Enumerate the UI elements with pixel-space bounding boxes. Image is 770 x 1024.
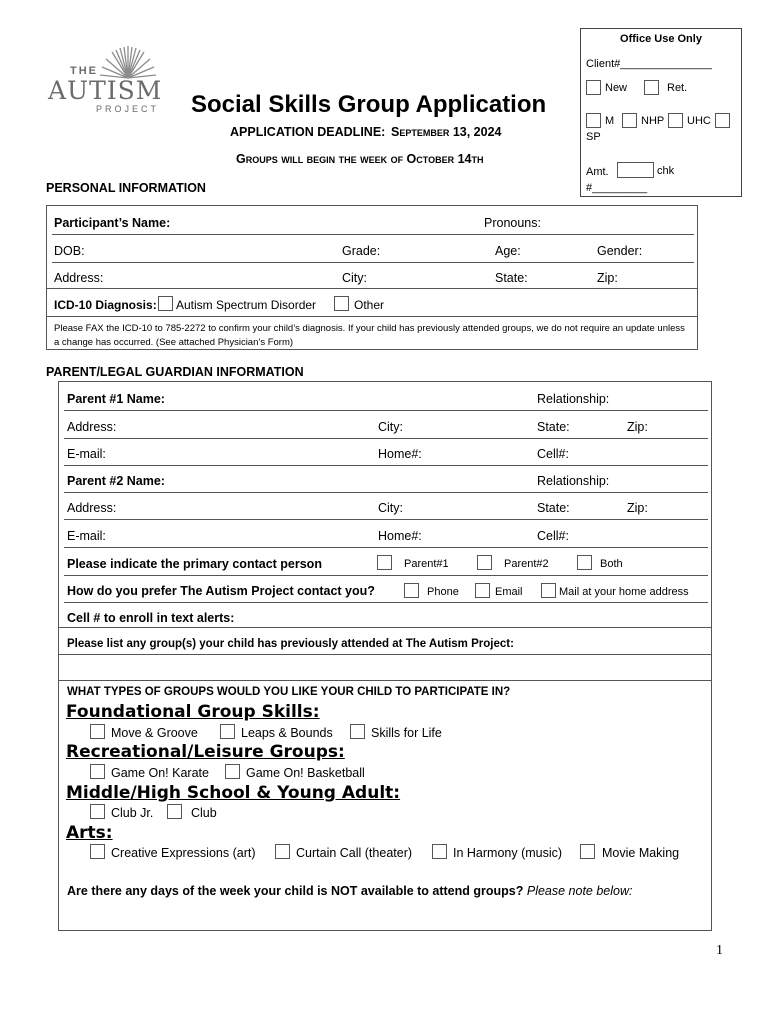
deadline-date: September 13, 2024 xyxy=(391,125,502,139)
primary-parent2-checkbox[interactable] xyxy=(477,555,492,570)
contact-phone-checkbox[interactable] xyxy=(404,583,419,598)
office-client-field[interactable]: Client#_______________ xyxy=(586,58,713,70)
opt-movie-making-label: Movie Making xyxy=(602,846,680,860)
page-title: Social Skills Group Application xyxy=(191,91,547,118)
icd-other-label: Other xyxy=(354,298,385,312)
opt-skills-life-checkbox[interactable] xyxy=(350,724,365,739)
contact-email-label: Email xyxy=(495,586,523,598)
parent2-name-label: Parent #2 Name: xyxy=(67,474,165,488)
opt-karate-label: Game On! Karate xyxy=(111,766,209,780)
zip-label: Zip: xyxy=(597,271,618,285)
prev-groups-label: Please list any group(s) your child has previously attended at The Autism Project: xyxy=(67,638,514,650)
office-hash-field[interactable]: #_________ xyxy=(586,182,648,194)
opt-harmony-label: In Harmony (music) xyxy=(453,846,563,860)
contact-phone-label: Phone xyxy=(427,586,459,598)
parent2-address-label: Address: xyxy=(67,501,117,515)
icd-asd-checkbox[interactable] xyxy=(158,296,173,311)
office-nhp-label: NHP xyxy=(641,115,665,127)
parent2-cell-label: Cell#: xyxy=(537,529,569,543)
office-chk-label: chk xyxy=(657,165,675,177)
dob-line[interactable] xyxy=(52,262,694,263)
opt-club-jr-checkbox[interactable] xyxy=(90,804,105,819)
parent1-cell-label: Cell#: xyxy=(537,447,569,461)
office-ret-label: Ret. xyxy=(667,82,688,94)
state-label: State: xyxy=(495,271,528,285)
office-sp-checkbox[interactable] xyxy=(715,113,730,128)
groups-begin-text: Groups will begin the week of October 14th xyxy=(236,152,484,166)
office-sp-label: SP xyxy=(586,131,601,143)
text-alerts-field[interactable] xyxy=(58,602,712,628)
parent1-email-line[interactable] xyxy=(64,465,708,466)
parent2-address-line[interactable] xyxy=(64,519,708,520)
office-new-label: New xyxy=(605,82,628,94)
grade-label: Grade: xyxy=(342,244,381,258)
deadline-label: APPLICATION DEADLINE: xyxy=(230,125,386,139)
primary-both-checkbox[interactable] xyxy=(577,555,592,570)
office-uhc-label: UHC xyxy=(687,115,711,127)
participant-name-label: Participant’s Name: xyxy=(54,216,171,230)
page-number: 1 xyxy=(716,943,723,958)
parent2-name-line[interactable] xyxy=(64,492,708,493)
opt-harmony-checkbox[interactable] xyxy=(432,844,447,859)
contact-pref-label: How do you prefer The Autism Project contact you? xyxy=(67,584,375,598)
opt-skills-life-label: Skills for Life xyxy=(371,726,442,740)
parent-section-title: PARENT/LEGAL GUARDIAN INFORMATION xyxy=(46,365,304,379)
days-note: Please note below: xyxy=(526,884,633,898)
opt-club-label: Club xyxy=(191,806,217,820)
primary-both-label: Both xyxy=(600,558,623,570)
primary-contact-label: Please indicate the primary contact person xyxy=(67,557,322,571)
parent1-name-label: Parent #1 Name: xyxy=(67,392,165,406)
parent1-city-label: City: xyxy=(378,420,403,434)
opt-basketball-label: Game On! Basketball xyxy=(246,766,365,780)
gender-label: Gender: xyxy=(597,244,643,258)
office-uhc-checkbox[interactable] xyxy=(668,113,683,128)
days-answer-field[interactable] xyxy=(62,904,708,928)
age-label: Age: xyxy=(495,244,521,258)
days-question-row xyxy=(67,884,633,898)
parent1-address-label: Address: xyxy=(67,420,117,434)
office-nhp-checkbox[interactable] xyxy=(622,113,637,128)
prev-groups-line-1 xyxy=(58,654,712,655)
participant-name-line[interactable] xyxy=(52,234,694,235)
personal-section-title: PERSONAL INFORMATION xyxy=(46,181,206,195)
prev-groups-line-2[interactable] xyxy=(58,680,712,681)
office-amt-label: Amt. xyxy=(586,166,609,178)
opt-karate-checkbox[interactable] xyxy=(90,764,105,779)
opt-move-groove-checkbox[interactable] xyxy=(90,724,105,739)
pronouns-label: Pronouns: xyxy=(484,216,541,230)
parent2-relationship-label: Relationship: xyxy=(537,474,610,488)
parent1-home-label: Home#: xyxy=(378,447,422,461)
office-ret-checkbox[interactable] xyxy=(644,80,659,95)
parent2-email-label: E-mail: xyxy=(67,529,106,543)
opt-leaps-bounds-checkbox[interactable] xyxy=(220,724,235,739)
opt-curtain-call-label: Curtain Call (theater) xyxy=(296,846,413,860)
office-use-title: Office Use Only xyxy=(620,33,702,45)
office-amt-field[interactable] xyxy=(617,162,654,178)
icd-label: ICD-10 Diagnosis: xyxy=(54,298,157,312)
primary-contact-line xyxy=(64,575,708,576)
city-label: City: xyxy=(342,271,367,285)
groups-question: WHAT TYPES OF GROUPS WOULD YOU LIKE YOUR CHILD TO PARTICIPATE IN? xyxy=(67,686,511,698)
opt-club-checkbox[interactable] xyxy=(167,804,182,819)
opt-leaps-bounds-label: Leaps & Bounds xyxy=(241,726,333,740)
office-new-checkbox[interactable] xyxy=(586,80,601,95)
recreational-heading: Recreational/Leisure Groups: xyxy=(66,742,345,762)
contact-mail-checkbox[interactable] xyxy=(541,583,556,598)
parent2-city-label: City: xyxy=(378,501,403,515)
icd-asd-label: Autism Spectrum Disorder xyxy=(176,298,317,312)
icd-fax-note: Please FAX the ICD-10 to 785-2272 to confirm your child’s diagnosis. If your child has previously attended groups, we do not require an update unless a change has occurred. (See attached Physician’s Form) xyxy=(54,323,685,348)
opt-creative-label: Creative Expressions (art) xyxy=(111,846,256,860)
parent1-relationship-label: Relationship: xyxy=(537,392,610,406)
opt-club-jr-label: Club Jr. xyxy=(111,806,154,820)
days-question: Are there any days of the week your child is NOT available to attend groups? xyxy=(67,884,524,898)
opt-creative-checkbox[interactable] xyxy=(90,844,105,859)
primary-parent1-checkbox[interactable] xyxy=(377,555,392,570)
opt-movie-making-checkbox[interactable] xyxy=(580,844,595,859)
dob-label: DOB: xyxy=(54,244,85,258)
icd-other-checkbox[interactable] xyxy=(334,296,349,311)
parent2-email-line[interactable] xyxy=(64,547,708,548)
icd-line xyxy=(47,316,697,317)
contact-email-checkbox[interactable] xyxy=(475,583,490,598)
foundational-heading: Foundational Group Skills: xyxy=(66,702,320,722)
opt-basketball-checkbox[interactable] xyxy=(225,764,240,779)
primary-parent2-label: Parent#2 xyxy=(504,558,549,570)
address-label: Address: xyxy=(54,271,104,285)
logo-autism: AUTISM xyxy=(48,76,163,105)
parent1-email-label: E-mail: xyxy=(67,447,106,461)
opt-move-groove-label: Move & Groove xyxy=(111,726,198,740)
autism-project-logo xyxy=(46,44,168,116)
office-m-label: M xyxy=(605,115,615,127)
middle-high-heading: Middle/High School & Young Adult: xyxy=(66,783,401,803)
arts-heading: Arts: xyxy=(66,823,113,843)
parent1-name-line[interactable] xyxy=(64,410,708,411)
parent2-state-label: State: xyxy=(537,501,570,515)
opt-curtain-call-checkbox[interactable] xyxy=(275,844,290,859)
office-m-checkbox[interactable] xyxy=(586,113,601,128)
logo-the: THE xyxy=(70,65,98,77)
parent1-zip-label: Zip: xyxy=(627,420,648,434)
text-alerts-label: Cell # to enroll in text alerts: xyxy=(67,611,235,625)
address-line[interactable] xyxy=(47,288,697,289)
sunburst-icon xyxy=(98,44,158,80)
logo-project: PROJECT xyxy=(96,104,160,114)
parent2-home-label: Home#: xyxy=(378,529,422,543)
parent2-zip-label: Zip: xyxy=(627,501,648,515)
parent1-address-line[interactable] xyxy=(64,438,708,439)
primary-parent1-label: Parent#1 xyxy=(404,558,449,570)
parent1-state-label: State: xyxy=(537,420,570,434)
contact-mail-label: Mail at your home address xyxy=(559,586,689,598)
